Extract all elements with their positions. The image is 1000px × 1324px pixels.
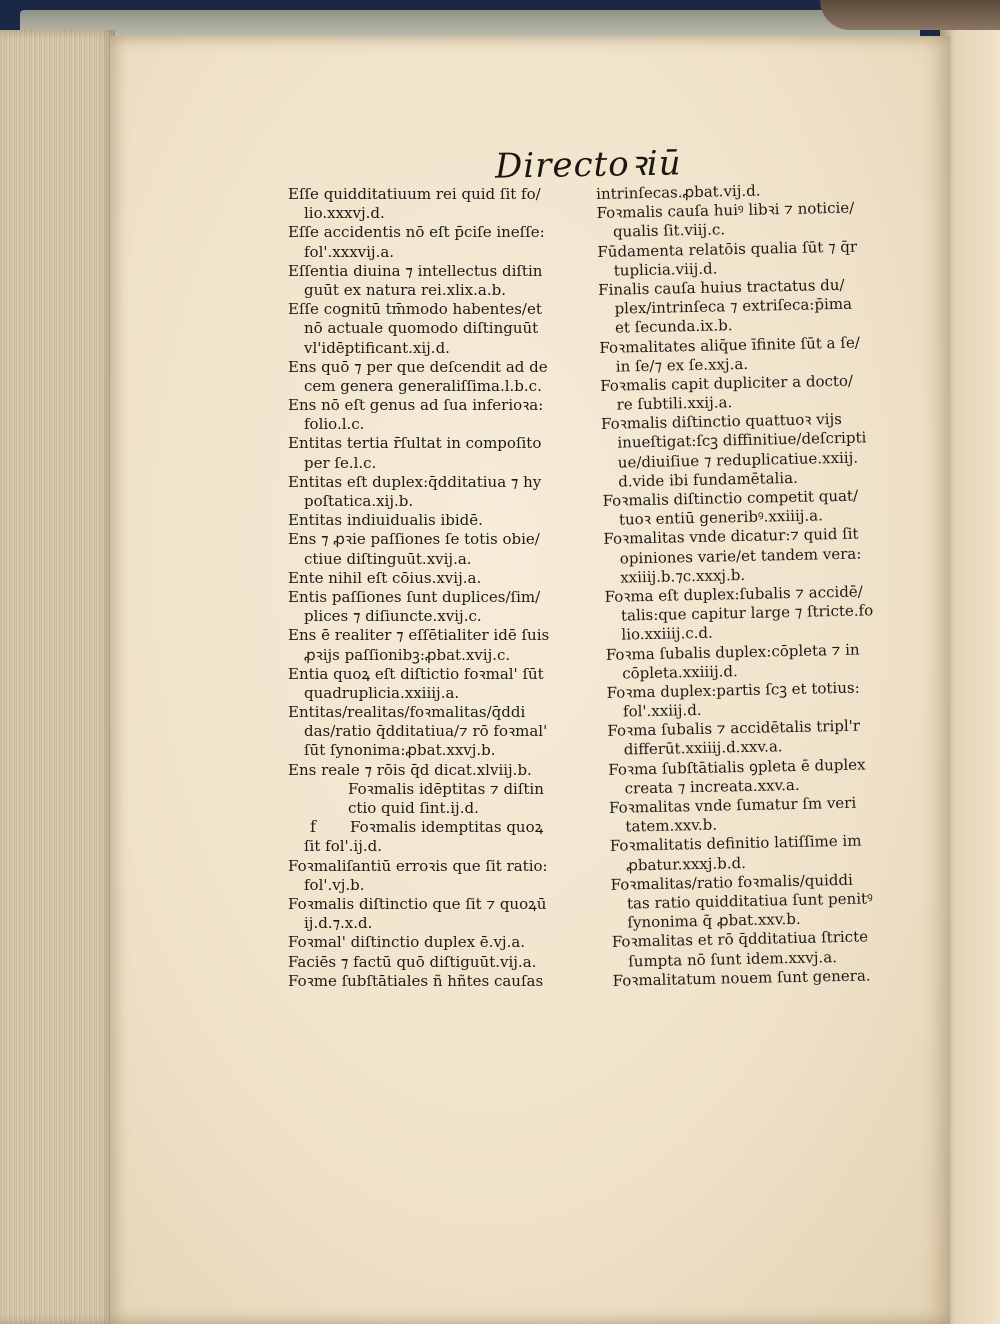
index-line: Foꝛma ſubalis ⁊ accidētalis tripl'r [607,716,861,741]
index-line: in ſe/⁊ ex ſe.xxj.a. [615,354,749,376]
index-line: qualis ſit.viij.c. [612,220,726,242]
index-line: tuoꝛ entiū generibꝰ.xxiiij.a. [618,506,824,529]
index-line: Ens reale ⁊ rōis q̄d dicat.xlviij.b. [288,760,532,779]
running-header: Directoꝛiū [494,143,682,187]
index-line: Foꝛmal' diſtinctio duplex ē.vj.a. [288,933,526,952]
index-line: poſtatica.xij.b. [304,492,414,510]
index-line: d.vide ibi fundamētalia. [618,468,799,491]
index-line: folio.l.c. [304,415,365,434]
index-line: ſumpta nō ſunt idem.xxvj.a. [628,947,838,970]
index-line: tas ratio quidditatiua ſunt penitꝰ [626,889,873,913]
index-line: Eſſe cognitū tm̄modo habentes/et [288,300,542,319]
index-line: tatem.xxv.b. [625,815,718,836]
book-page-edges [0,30,115,1324]
index-line: Foꝛma eſt duplex:ſubalis ⁊ accidē/ [604,582,863,606]
index-line: lio.xxiiij.c.d. [621,623,714,644]
index-line: Foꝛmalis capit dupliciter a docto/ [600,371,854,395]
index-line: Foꝛme ſubſtātiales ñ hñtes cauſas [288,971,544,990]
index-line: fol'.vj.b. [304,875,365,894]
index-line: Foꝛmalis diſtinctio competit quat/ [602,486,859,510]
index-line: Foꝛmalitas vnde dicatur:⁊ quid ſit [603,524,859,549]
index-line: nō actuale quomodo diſtinguūt [304,319,539,338]
index-line: guūt ex natura rei.xlix.a.b. [304,280,506,299]
index-line: Foꝛmalitates aliq̄ue īfinite ſūt a ſe/ [599,333,860,357]
index-line: Eſſe accidentis nō eſt p̄ciſe ineſſe: [288,223,545,242]
index-line: fol'.xxxvij.a. [304,242,395,261]
index-line: ctiue diſtinguūt.xvij.a. [304,549,472,568]
left-column [288,185,588,991]
book-cover-corner [820,0,1000,30]
index-line: Foꝛma ſubalis duplex:cōpleta ⁊ in [605,640,860,664]
index-line: das/ratio q̄dditatiua/⁊ rō foꝛmal' [304,722,548,741]
index-line: Ens nō eſt genus ad ſua inferioꝛa: [288,396,544,415]
index-line: xxiiij.b.⁊c.xxxj.b. [620,565,746,587]
index-line: talis:que capitur large ⁊ ſtricte.fo [620,601,874,625]
index-line: quadruplicia.xxiiij.a. [304,683,460,702]
index-line: creata ⁊ increata.xxv.a. [624,775,800,798]
index-line: ſit fol'.ij.d. [304,837,383,856]
index-line: Foꝛmalis idemptitas quoꝝ [350,818,544,837]
index-line: lio.xxxvj.d. [304,204,385,223]
index-line: ꝓbatur.xxxj.b.d. [626,853,747,875]
index-line: Foꝛmalis idēptitas ⁊ diſtin [348,779,544,798]
index-line: ij.d.⁊.x.d. [304,914,373,933]
index-line: opiniones varie/et tandem vera: [619,544,862,568]
index-line: Ens ⁊ ꝓꝛie paſſiones ſe totis obie/ [288,530,540,549]
index-line: Foꝛmalis diſtinctio que ſit ⁊ quoꝝū [288,894,547,913]
index-line: inueſtigat:ſcꝫ diffinitiue/deſcripti [617,428,867,453]
index-line: ctio quid ſint.ij.d. [348,799,479,817]
index-line: ſynonima q̄ ꝓbat.xxv.b. [627,910,801,932]
index-line: Ente nihil eſt cōius.xvij.a. [288,568,482,587]
index-line: plex/intrinſeca ⁊ extriſeca:p̄ima [614,294,853,318]
index-line: Foꝛmalitatum nouem ſunt genera. [612,966,871,990]
index-line: ue/diuiſiue ⁊ reduplicatiue.xxiij. [617,448,859,472]
index-line: Entitas/realitas/foꝛmalitas/q̄ddi [288,703,526,722]
index-line: Foꝛmaliſantiū erroꝛis que ſit ratio: [288,856,548,875]
index-line: vl'idēptificant.xij.d. [304,338,450,357]
index-line: cem genera generaliſſima.l.b.c. [304,376,542,395]
index-line: Foꝛmalis diſtinctio quattuoꝛ vijs [600,410,843,434]
index-line: re ſubtili.xxij.a. [616,393,733,414]
index-line: Faciēs ⁊ factū quō diſtiguūt.vij.a. [288,952,537,971]
right-column [596,179,898,991]
index-line: per ſe.l.c. [304,453,377,472]
index-line: ſūt ſynonima:ꝓbat.xxvj.b. [304,741,496,760]
index-line: Entitas tertia r̄ſultat in compoſito [288,434,542,453]
index-line: fol'.xxiij.d. [622,700,702,721]
index-line: Foꝛmalitas/ratio foꝛmalis/quiddi [610,870,854,894]
index-line: Eſſe quidditatiuum rei quid ſit fo/ [288,185,541,203]
index-line: Ens ē realiter ⁊ eſſētialiter idē ſuis [288,626,550,645]
index-line: Fūdamenta relatōis qualia ſūt ⁊ q̄r [597,237,858,261]
index-line: Finalis cauſa huius tractatus du/ [598,275,845,299]
index-line: Entis paſſiones ſunt duplices/ſim/ [288,587,541,606]
index-line: tuplicia.viij.d. [613,259,718,280]
index-line: cōpleta.xxiiij.d. [622,661,738,683]
index-line: intrinſecas.ꝓbat.vij.d. [596,181,761,203]
index-line: Entitas eſt duplex:q̄dditatiua ⁊ hy [288,472,542,491]
index-line: Foꝛmalitas vnde ſumatur ſm veri [608,793,857,817]
index-line: Entia quoꝝ eſt diſtictio foꝛmal' ſūt [288,664,544,683]
index-line: plices ⁊ diſiuncte.xvij.c. [304,607,482,626]
index-line: ꝓꝛijs paſſionibꝫ:ꝓbat.xvij.c. [304,645,511,664]
index-line: Foꝛma ſubſtātialis ꝯpleta ē duplex [608,755,866,779]
index-line: Ens quō ⁊ per que deſcendit ad de [288,357,548,376]
index-line: Foꝛmalitas et rō q̄dditatiua ſtricte [611,927,869,952]
index-line: differūt.xxiiij.d.xxv.a. [623,737,783,759]
index-line: Eſſentia diuina ⁊ intellectus diſtin [288,261,543,280]
index-line: Entitas indiuidualis ibidē. [288,511,483,530]
margin-letter: f [310,817,316,836]
index-line: Foꝛmalis cauſa huiꝰ libꝛi ⁊ noticie/ [596,198,855,223]
index-line: et ſecunda.ix.b. [614,316,733,337]
index-line: Foꝛmalitatis definitio latiſſime im [609,831,862,856]
index-line: Foꝛma duplex:partis ſcꝫ et totius: [606,678,860,702]
